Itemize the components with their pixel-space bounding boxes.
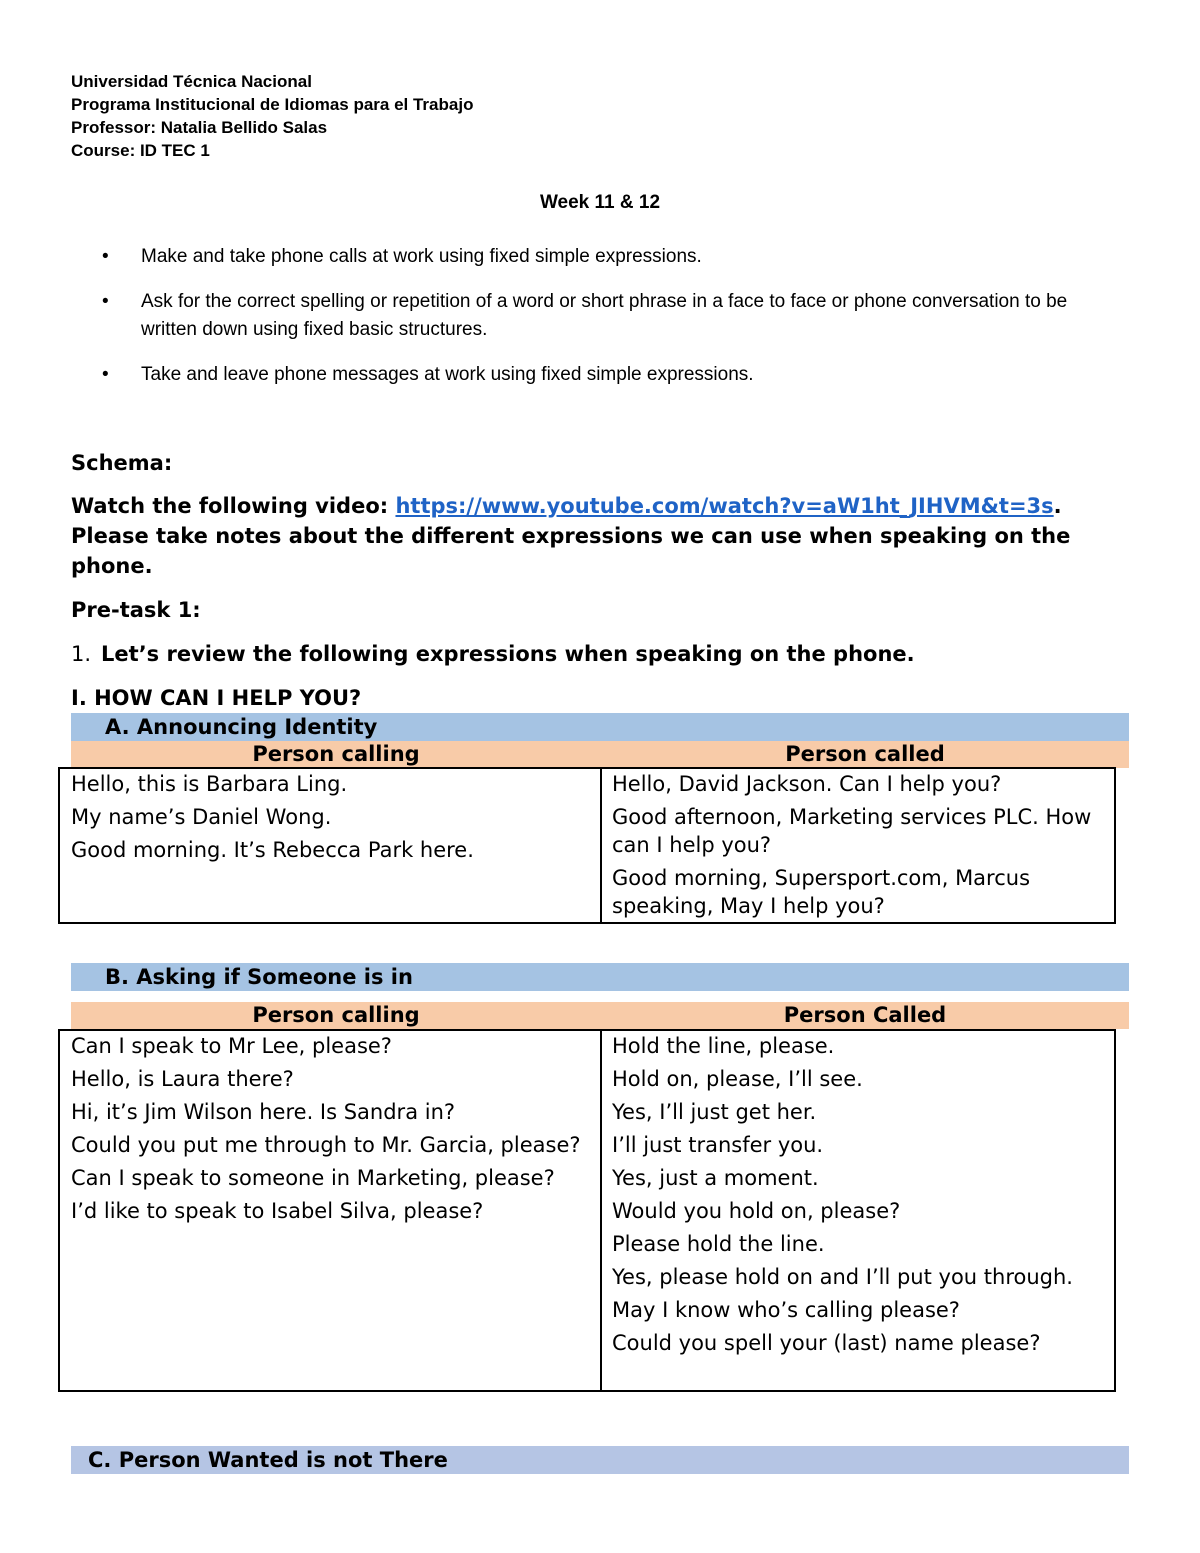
phrase-cell: Hello, is Laura there? bbox=[71, 1067, 294, 1091]
section-a-table bbox=[58, 767, 1116, 924]
phrase-cell: My name’s Daniel Wong. bbox=[71, 805, 332, 829]
phrase-cell: Yes, I’ll just get her. bbox=[612, 1100, 817, 1124]
phrase-cell: I’d like to speak to Isabel Silva, please? bbox=[71, 1199, 484, 1223]
phrase-cell: Could you spell your (last) name please? bbox=[612, 1331, 1041, 1355]
video-link[interactable]: https://www.youtube.com/watch?v=aW1ht_JIHVM&t=3s bbox=[395, 494, 1054, 518]
section-a-called-column bbox=[602, 769, 1114, 922]
objective-text: Ask for the correct spelling or repetition of a word or short phrase in a face to face or phone conversation to be written down using fixed basic structures. bbox=[141, 291, 1068, 340]
schema-heading: Schema: bbox=[71, 451, 173, 475]
watch-instruction bbox=[71, 491, 1121, 581]
phrase-cell: Hello, David Jackson. Can I help you? bbox=[612, 772, 1002, 796]
objective-text: Take and leave phone messages at work using fixed simple expressions. bbox=[141, 364, 754, 385]
bullet-icon: • bbox=[102, 364, 109, 385]
objective-item bbox=[102, 288, 1112, 344]
section-a-title-bar bbox=[71, 713, 1129, 741]
section-b-title: B. Asking if Someone is in bbox=[105, 965, 413, 989]
objective-item bbox=[102, 243, 1112, 271]
phrase-cell: Can I speak to someone in Marketing, please? bbox=[71, 1166, 555, 1190]
pretask-heading: Pre-task 1: bbox=[71, 598, 201, 622]
section-c-title: C. Person Wanted is not There bbox=[88, 1448, 448, 1472]
column-header-person-called: Person Called bbox=[783, 1003, 947, 1027]
phrase-cell: Hello, this is Barbara Ling. bbox=[71, 772, 348, 796]
phrase-cell: Good afternoon, Marketing services PLC. How can I help you? bbox=[612, 805, 1092, 857]
objective-text: Make and take phone calls at work using fixed simple expressions. bbox=[141, 246, 702, 267]
phrase-cell: Could you put me through to Mr. Garcia, please? bbox=[71, 1133, 581, 1157]
section-b-calling-column bbox=[60, 1031, 602, 1390]
instruction-number: 1. bbox=[71, 642, 92, 666]
phrase-cell: Hold on, please, I’ll see. bbox=[612, 1067, 863, 1091]
pretask-instruction bbox=[71, 639, 915, 669]
phrase-cell: Yes, just a moment. bbox=[612, 1166, 819, 1190]
phrase-cell: Hi, it’s Jim Wilson here. Is Sandra in? bbox=[71, 1100, 456, 1124]
section-a-title: A. Announcing Identity bbox=[105, 715, 378, 739]
watch-suffix: . Please take notes about the different expressions we can use when speaking on the phone. bbox=[71, 494, 1071, 578]
section-heading: I. HOW CAN I HELP YOU? bbox=[71, 686, 362, 710]
phrase-cell: Would you hold on, please? bbox=[612, 1199, 901, 1223]
phrase-cell: I’ll just transfer you. bbox=[612, 1133, 824, 1157]
section-b-table bbox=[58, 1029, 1116, 1392]
phrase-cell: Yes, please hold on and I’ll put you through. bbox=[612, 1265, 1073, 1289]
section-b-called-column bbox=[602, 1031, 1114, 1390]
watch-prefix: Watch the following video: bbox=[71, 494, 396, 518]
phrase-cell: Good morning. It’s Rebecca Park here. bbox=[71, 838, 474, 862]
section-a-calling-column bbox=[60, 769, 602, 922]
objective-item bbox=[102, 361, 1112, 389]
university-name: Universidad Técnica Nacional bbox=[71, 72, 312, 91]
course-name: Course: ID TEC 1 bbox=[71, 141, 210, 160]
phrase-cell: Please hold the line. bbox=[612, 1232, 825, 1256]
document-header bbox=[71, 70, 473, 162]
section-b-title-bar bbox=[71, 963, 1129, 991]
section-a-column-header bbox=[71, 741, 1129, 768]
column-header-person-called: Person called bbox=[785, 742, 945, 766]
objectives-list bbox=[102, 243, 1112, 406]
phrase-cell: Hold the line, please. bbox=[612, 1034, 835, 1058]
column-header-person-calling: Person calling bbox=[252, 742, 420, 766]
column-header-person-calling: Person calling bbox=[252, 1003, 420, 1027]
phrase-cell: Can I speak to Mr Lee, please? bbox=[71, 1034, 392, 1058]
professor-name: Professor: Natalia Bellido Salas bbox=[71, 118, 328, 137]
section-b-column-header bbox=[71, 1002, 1129, 1029]
phrase-cell: Good morning, Supersport.com, Marcus speaking, May I help you? bbox=[612, 866, 1031, 918]
phrase-cell: May I know who’s calling please? bbox=[612, 1298, 960, 1322]
instruction-text: Let’s review the following expressions when speaking on the phone. bbox=[101, 642, 915, 666]
week-title: Week 11 & 12 bbox=[539, 192, 661, 213]
bullet-icon: • bbox=[102, 291, 109, 312]
program-name: Programa Institucional de Idiomas para el Trabajo bbox=[71, 95, 474, 114]
section-c-title-bar bbox=[71, 1446, 1129, 1474]
bullet-icon: • bbox=[102, 246, 109, 267]
